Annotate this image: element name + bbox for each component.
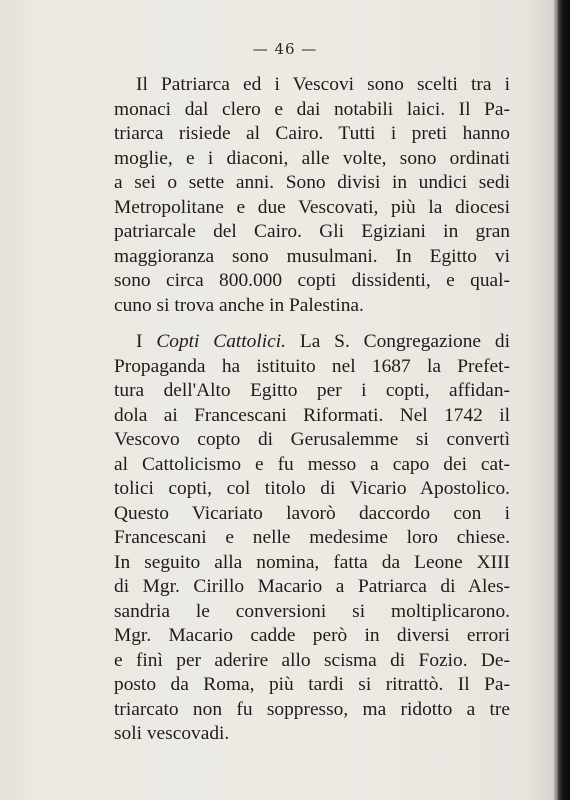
text-line: a sei o sette anni. Sono divisi in undici sedi <box>114 172 510 193</box>
text-line: triarcato non fu soppresso, ma ridotto a tre <box>114 698 510 720</box>
text-line: soli vescovadi. <box>114 723 230 744</box>
paragraph-patriarca <box>114 73 510 318</box>
page-number: — 46 — <box>252 40 318 58</box>
text-line: Il Patriarca ed i Vescovi sono scelti tra i <box>136 74 510 95</box>
text-line: In seguito alla nomina, fatta da Leone XIII <box>114 551 510 573</box>
text-line: Questo Vicariato lavorò daccordo con i <box>114 502 510 524</box>
text-line: sandria le conversioni si moltiplicarono. <box>114 600 510 622</box>
book-spine-shadow <box>558 0 570 800</box>
text-line: patriarcale del Cairo. Gli Egiziani in gran <box>114 221 510 242</box>
heading-continuation: La S. Congregazione di <box>299 331 510 352</box>
text-line: maggioranza sono musulmani. In Egitto vi <box>114 245 510 267</box>
text-line: Francescani e nelle medesime loro chiese. <box>114 527 510 548</box>
paragraph-copti-cattolici <box>114 330 510 747</box>
lead-letter: I <box>136 331 143 352</box>
text-line: Metropolitane e due Vescovati, più la diocesi <box>114 196 510 218</box>
text-line: e finì per aderire allo scisma di Fozio. De- <box>114 649 510 671</box>
text-line: sono circa 800.000 copti dissidenti, e qual- <box>114 270 510 291</box>
text-line: tura dell'Alto Egitto per i copti, affidan- <box>114 380 510 401</box>
section-heading-italic: Copti Cattolici. <box>156 331 286 352</box>
text-line: al Cattolicismo e fu messo a capo dei cat- <box>114 453 510 475</box>
text-line: di Mgr. Cirillo Macario a Patriarca di Ales- <box>114 576 510 597</box>
text-line-heading <box>114 330 510 355</box>
text-line: Mgr. Macario cadde però in diversi errori <box>114 625 510 646</box>
text-line: moglie, e i diaconi, alle volte, sono ordinati <box>114 147 510 169</box>
text-line: tolici copti, col titolo di Vicario Apostolico. <box>114 478 510 499</box>
text-line: triarca risiede al Cairo. Tutti i preti hanno <box>114 123 510 144</box>
text-line: dola ai Francescani Riformati. Nel 1742 il <box>114 404 510 426</box>
text-line: posto da Roma, più tardi si ritrattò. Il Pa- <box>114 674 510 695</box>
text-line: Propaganda ha istituito nel 1687 la Prefet- <box>114 355 510 377</box>
text-line: monaci dal clero e dai notabili laici. Il Pa- <box>114 98 510 120</box>
text-line: Vescovo copto di Gerusalemme si convertì <box>114 429 510 450</box>
text-line: cuno si trova anche in Palestina. <box>114 294 364 316</box>
